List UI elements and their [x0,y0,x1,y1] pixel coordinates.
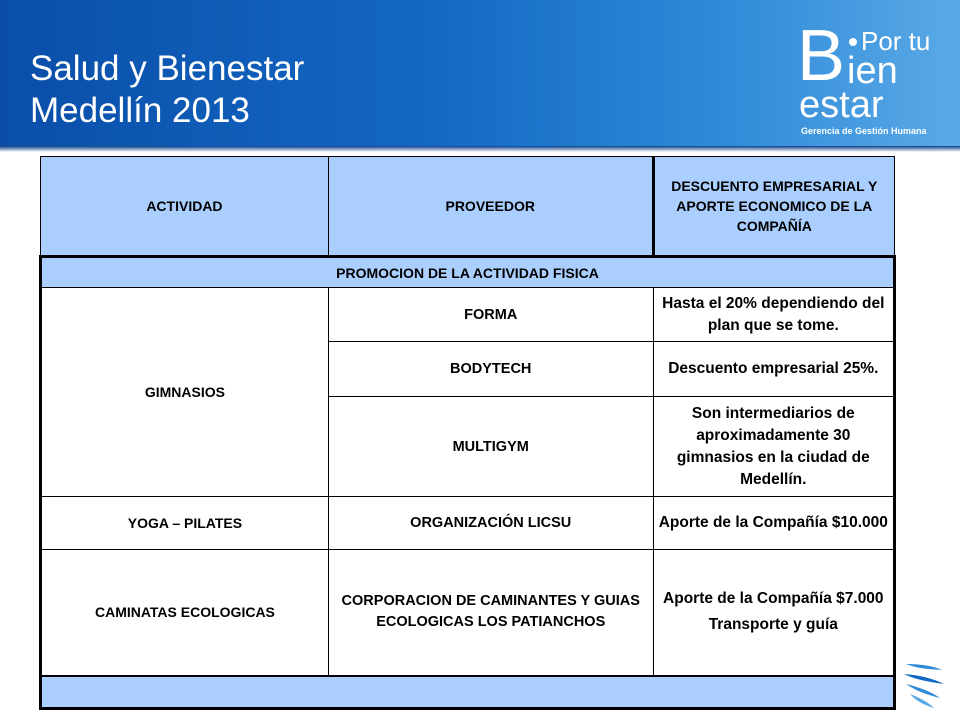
logo-por-tu: Por tu [861,26,931,56]
proveedor-licsu: ORGANIZACIÓN LICSU [328,497,653,550]
descuento-caminatas [653,550,894,676]
header-descuento: DESCUENTO EMPRESARIAL Y APORTE ECONOMICO DE LA COMPAÑÍA [653,157,894,257]
proveedor-bodytech: BODYTECH [328,342,653,397]
footer-row [41,676,895,709]
table-row [41,497,895,550]
table-row [41,550,895,676]
descuento-multigym: Son intermediarios de aproximadamente 30 gimnasios en la ciudad de Medellín. [653,397,894,497]
actividad-gimnasios: GIMNASIOS [41,288,329,497]
descuento-yoga: Aporte de la Compañía $10.000 [653,497,894,550]
proveedor-multigym: MULTIGYM [328,397,653,497]
slide-header [0,0,960,150]
descuento-caminatas-line1: Aporte de la Compañía $7.000 [663,590,884,608]
header-proveedor: PROVEEDOR [328,157,653,257]
header-shadow [0,146,960,152]
section-title: PROMOCION DE LA ACTIVIDAD FISICA [41,257,895,288]
wing-logo-icon [900,656,948,712]
title-line-1: Salud y Bienestar [30,49,305,88]
bienestar-logo [795,10,955,140]
section-row [41,257,895,288]
logo-ien: ien [847,50,898,92]
descuento-caminatas-line2: Transporte y guía [708,616,838,634]
activities-table [39,156,896,710]
proveedor-patianchos: CORPORACION DE CAMINANTES Y GUIAS ECOLOGICAS LOS PATIANCHOS [328,550,653,676]
slide-title [30,48,304,132]
logo-dot [849,38,857,46]
header-actividad: ACTIVIDAD [41,157,329,257]
actividad-yoga: YOGA – PILATES [41,497,329,550]
footer-cell [41,676,895,709]
logo-letter-b: B [797,16,846,96]
descuento-bodytech: Descuento empresarial 25%. [653,342,894,397]
actividad-caminatas: CAMINATAS ECOLOGICAS [41,550,329,676]
table-header-row [41,157,895,257]
proveedor-forma: FORMA [328,288,653,342]
logo-estar: estar [799,84,884,126]
logo-subtitle: Gerencia de Gestión Humana [801,126,927,136]
title-line-2: Medellín 2013 [30,91,250,130]
table-row [41,288,895,342]
descuento-forma: Hasta el 20% dependiendo del plan que se tome. [653,288,894,342]
